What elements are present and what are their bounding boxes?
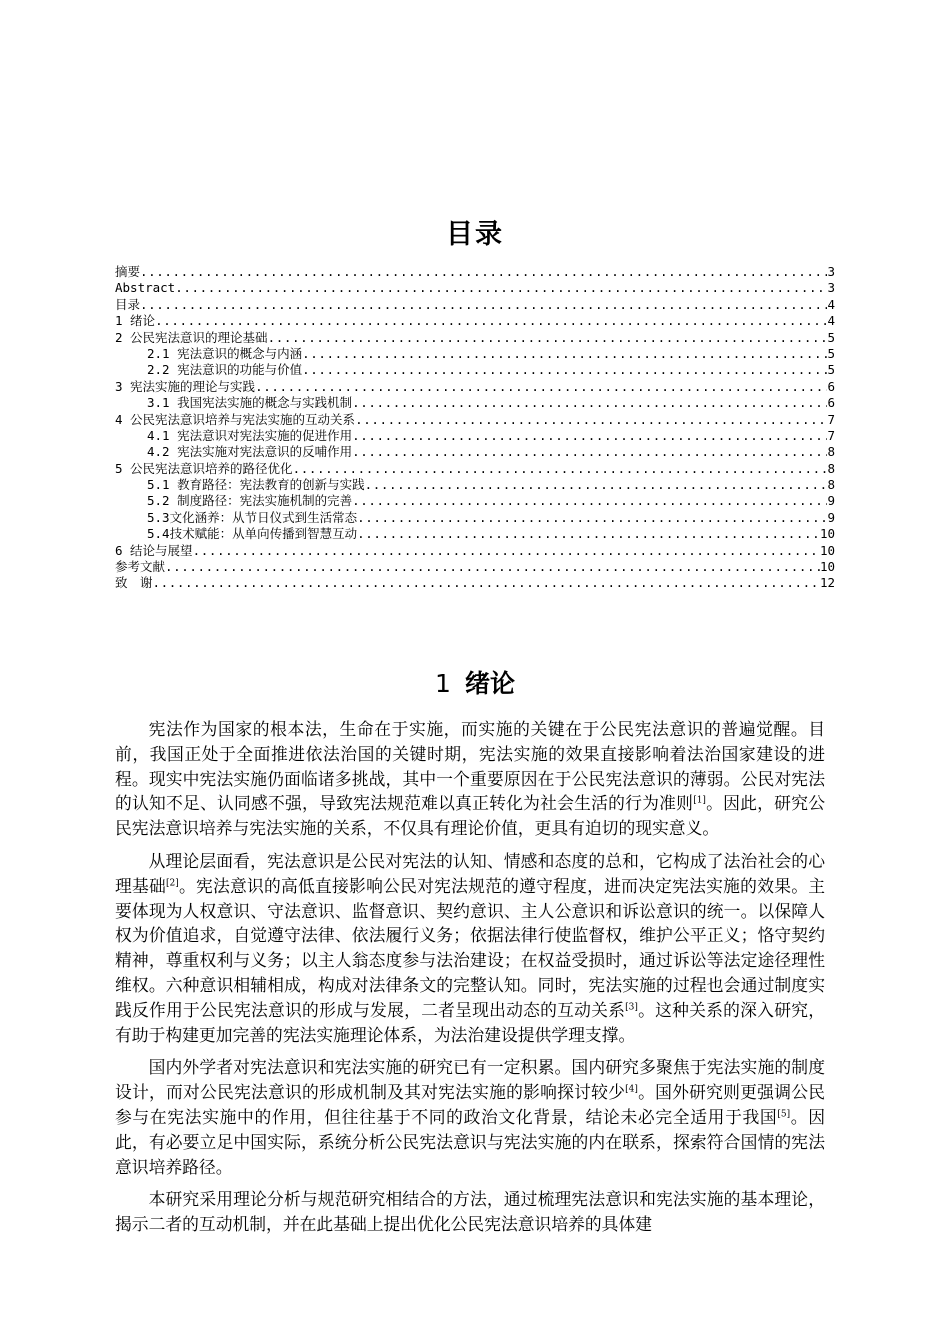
toc-entry-page: 5 bbox=[827, 362, 835, 378]
toc-entry-label: Abstract bbox=[115, 280, 176, 296]
toc-leader-dots bbox=[352, 428, 827, 444]
paragraph-text: 。宪法意识的高低直接影响公民对宪法规范的遵守程度，进而决定宪法实施的效果。主要体现为人权意识、守法意识、监督意识、契约意识、主人公意识和诉讼意识的统一。以保障人权为价值追求，自觉遵守法律、依法履行义务；依据法律行使监督权，维护公平正义；恪守契约精神，尊重权利与义务；以主人翁态度参与法治建设；在权益受损时，通过诉讼等法定途径理性维权。六种意识相辅相成，构成对法律条文的完整认知。同时，宪法实施的过程也会通过制度实践反作用于公民宪法意识的形成与发展，二者呈现出动态的互动关系 bbox=[115, 875, 825, 1020]
toc-entry[interactable] bbox=[115, 461, 835, 477]
toc-entry[interactable] bbox=[115, 313, 835, 329]
toc-entry-label: 3 宪法实施的理论与实践 bbox=[115, 378, 256, 394]
toc-leader-dots bbox=[302, 346, 827, 362]
toc-leader-dots bbox=[175, 280, 827, 296]
paragraph-text: 国内外学者对宪法意识和宪法实施的研究已有一定积累。国内研究多聚焦于宪法实施的制度设计，而对公民宪法意识的形成机制及其对宪法实施的影响探讨较少 bbox=[115, 1057, 825, 1103]
paragraph-text: 。这种关系的深入研究，有助于构建更加完善的宪法实施理论体系，为法治建设提供学理支撑。 bbox=[115, 999, 825, 1045]
toc-leader-dots bbox=[357, 510, 827, 526]
toc-entry[interactable] bbox=[115, 412, 835, 428]
paragraph-text: 宪法作为国家的根本法，生命在于实施，而实施的关键在于公民宪法意识的普遍觉醒。目前，我国正处于全面推进依法治国的关键时期，宪法实施的效果直接影响着法治国家建设的进程。现实中宪法实施仍面临诸多挑战，其中一个重要原因在于公民宪法意识的薄弱。公民对宪法的认知不足、认同感不强，导致宪法规范难以真正转化为社会生活的行为准则 bbox=[115, 719, 825, 814]
toc-leader-dots bbox=[140, 264, 827, 280]
toc-entry-page: 10 bbox=[819, 542, 835, 558]
body-paragraph bbox=[115, 1055, 825, 1179]
toc-entry-page: 6 bbox=[827, 395, 835, 411]
body-paragraph bbox=[115, 717, 825, 841]
toc-entry-page: 10 bbox=[819, 559, 835, 575]
paragraph-text: 从理论层面看，宪法意识是公民对宪法的认知、情感和态度的总和，它构成了法治社会的心理基础 bbox=[115, 850, 825, 896]
toc-entry-label: 3.1 我国宪法实施的概念与实践机制 bbox=[147, 395, 353, 411]
toc-entry-page: 12 bbox=[819, 575, 835, 591]
toc-entry-page: 6 bbox=[827, 378, 835, 394]
section-title-text: 绪论 bbox=[464, 669, 515, 698]
toc-entry[interactable] bbox=[115, 526, 835, 542]
toc-entry-label: 5 公民宪法意识培养的路径优化 bbox=[115, 460, 293, 476]
toc-entry-page: 8 bbox=[827, 477, 835, 493]
toc-entry-label: 6 结论与展望 bbox=[115, 542, 193, 558]
toc-entry-page: 8 bbox=[827, 460, 835, 476]
toc-entry-label: 2.1 宪法意识的概念与内涵 bbox=[147, 345, 303, 361]
toc-leader-dots bbox=[365, 477, 828, 493]
toc-leader-dots bbox=[255, 379, 827, 395]
toc-leader-dots bbox=[357, 526, 820, 542]
toc-entry[interactable] bbox=[115, 510, 835, 526]
section-number: 1 bbox=[435, 669, 451, 698]
toc-entry-label: 5.3文化涵养：从节日仪式到生活常态 bbox=[147, 509, 358, 525]
table-of-contents bbox=[115, 264, 835, 592]
toc-entry-label: 1 绪论 bbox=[115, 313, 156, 329]
toc-entry-page: 9 bbox=[827, 493, 835, 509]
body-paragraph bbox=[115, 849, 825, 1047]
toc-leader-dots bbox=[165, 559, 820, 575]
toc-entry[interactable] bbox=[115, 444, 835, 460]
toc-entry-label: 参考文献 bbox=[115, 559, 166, 575]
toc-entry[interactable] bbox=[115, 280, 835, 296]
toc-entry-page: 3 bbox=[827, 280, 835, 296]
toc-entry-page: 9 bbox=[827, 509, 835, 525]
toc-leader-dots bbox=[140, 297, 827, 313]
toc-leader-dots bbox=[302, 362, 827, 378]
toc-entry-label: 4.2 宪法实施对宪法意识的反哺作用 bbox=[147, 444, 353, 460]
paragraph-text: 本研究采用理论分析与规范研究相结合的方法，通过梳理宪法意识和宪法实施的基本理论，揭示二者的互动机制，并在此基础上提出优化公民宪法意识培养的具体建 bbox=[115, 1189, 825, 1235]
toc-entry-label: 致 谢 bbox=[115, 575, 153, 591]
toc-entry[interactable] bbox=[115, 362, 835, 378]
toc-leader-dots bbox=[193, 543, 820, 559]
toc-leader-dots bbox=[293, 461, 828, 477]
toc-entry-label: 2.2 宪法意识的功能与价值 bbox=[147, 362, 303, 378]
toc-entry-page: 4 bbox=[827, 313, 835, 329]
toc-entry-label: 5.4技术赋能：从单向传播到智慧互动 bbox=[147, 526, 358, 542]
toc-leader-dots bbox=[352, 493, 827, 509]
toc-leader-dots bbox=[355, 412, 827, 428]
toc-entry[interactable] bbox=[115, 297, 835, 313]
citation-marker[interactable]: [5] bbox=[777, 1109, 791, 1120]
paragraph-text: 。国外研究则更强调公民参与在宪法实施中的作用，但往往基于不同的政治文化背景，结论未必完全适用于我国 bbox=[115, 1082, 825, 1127]
toc-title: 目录 bbox=[446, 219, 504, 250]
citation-marker[interactable]: [2] bbox=[166, 878, 179, 889]
toc-entry-label: 5.1 教育路径：宪法教育的创新与实践 bbox=[147, 477, 365, 493]
body-paragraph bbox=[115, 1187, 825, 1237]
toc-leader-dots bbox=[153, 575, 820, 591]
paragraph-text: 。因此，研究公民宪法意识培养与宪法实施的关系，不仅具有理论价值，更具有迫切的现实意义。 bbox=[115, 793, 825, 839]
toc-entry-page: 4 bbox=[827, 296, 835, 312]
toc-entry-label: 2 公民宪法意识的理论基础 bbox=[115, 329, 268, 345]
paragraph-text: 。因此，有必要立足中国实际，系统分析公民宪法意识与宪法实施的内在联系，探索符合国情的宪法意识培养路径。 bbox=[115, 1106, 825, 1177]
toc-entry-label: 5.2 制度路径：宪法实施机制的完善 bbox=[147, 493, 353, 509]
toc-entry[interactable] bbox=[115, 330, 835, 346]
toc-entry-label: 4.1 宪法意识对宪法实施的促进作用 bbox=[147, 427, 353, 443]
citation-marker[interactable]: [1] bbox=[693, 795, 706, 806]
toc-entry[interactable] bbox=[115, 428, 835, 444]
toc-entry[interactable] bbox=[115, 493, 835, 509]
toc-entry-page: 7 bbox=[827, 427, 835, 443]
toc-entry[interactable] bbox=[115, 559, 835, 575]
toc-entry[interactable] bbox=[115, 379, 835, 395]
toc-entry-page: 7 bbox=[827, 411, 835, 427]
toc-entry-page: 5 bbox=[827, 345, 835, 361]
citation-marker[interactable]: [3] bbox=[625, 1002, 638, 1013]
toc-entry[interactable] bbox=[115, 575, 835, 591]
toc-entry-page: 10 bbox=[819, 526, 835, 542]
section-body bbox=[115, 717, 825, 1245]
section-heading bbox=[0, 664, 950, 700]
toc-entry[interactable] bbox=[115, 346, 835, 362]
toc-entry[interactable] bbox=[115, 264, 835, 280]
toc-entry-label: 目录 bbox=[115, 296, 141, 312]
toc-entry[interactable] bbox=[115, 477, 835, 493]
toc-entry-label: 摘要 bbox=[115, 264, 141, 279]
toc-entry[interactable] bbox=[115, 395, 835, 411]
toc-leader-dots bbox=[352, 444, 827, 460]
toc-leader-dots bbox=[352, 395, 827, 411]
toc-leader-dots bbox=[268, 330, 828, 346]
toc-entry-page: 5 bbox=[827, 329, 835, 345]
toc-entry-page: 8 bbox=[827, 444, 835, 460]
toc-entry[interactable] bbox=[115, 543, 835, 559]
citation-marker[interactable]: [4] bbox=[625, 1084, 638, 1095]
toc-leader-dots bbox=[155, 313, 827, 329]
toc-entry-label: 4 公民宪法意识培养与宪法实施的互动关系 bbox=[115, 411, 356, 427]
toc-entry-page: 3 bbox=[827, 264, 835, 279]
